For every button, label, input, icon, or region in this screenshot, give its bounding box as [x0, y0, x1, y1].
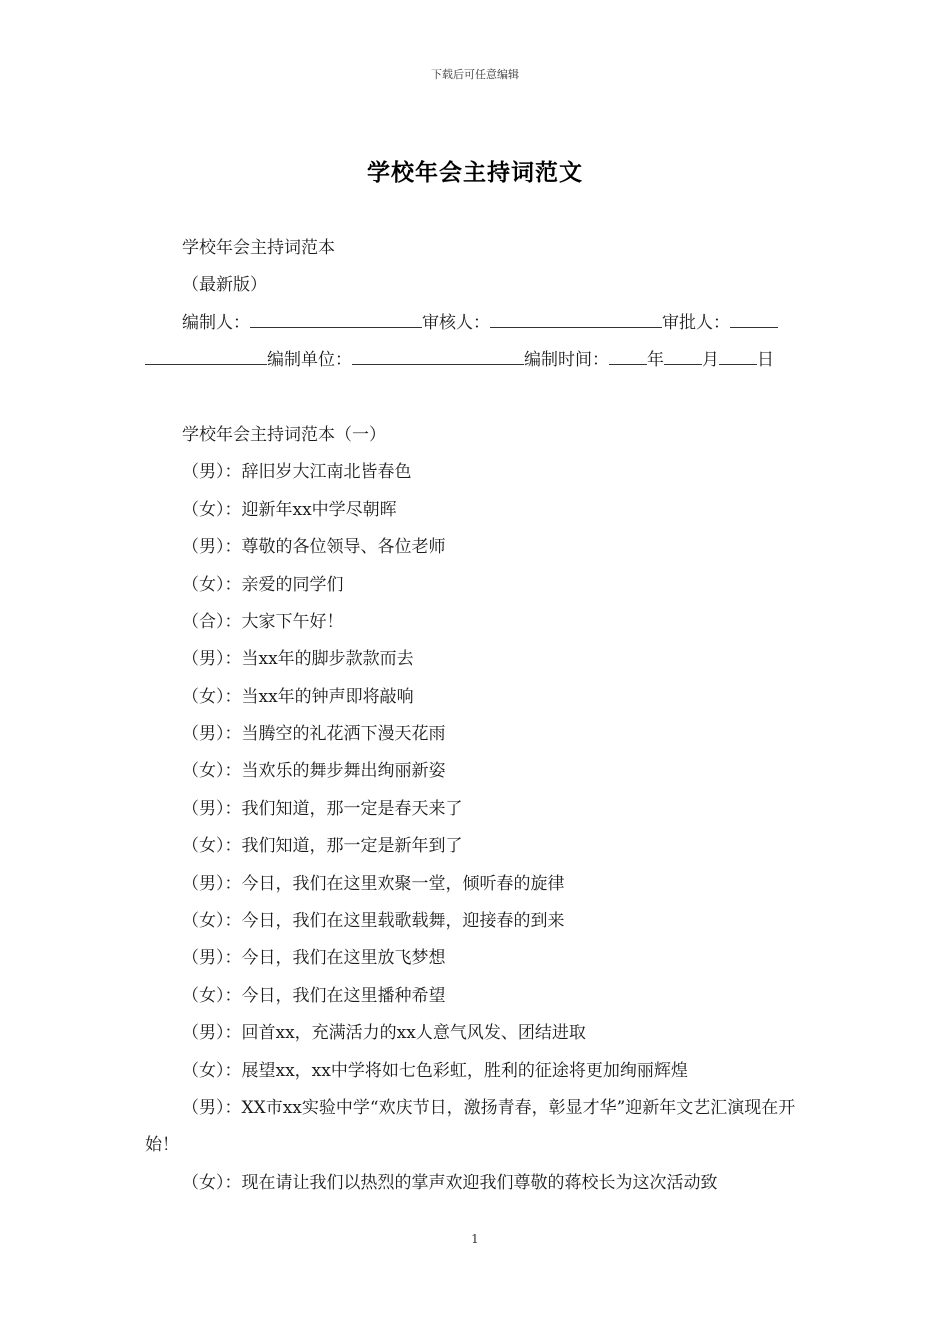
day-label: 日: [757, 350, 774, 371]
section-title: 学校年会主持词范本（一）: [182, 424, 386, 445]
dialogue-line: （男）：今日，我们在这里欢聚一堂，倾听春的旋律: [182, 873, 565, 894]
dialogue-line: （女）：迎新年xx中学尽朝晖: [182, 499, 397, 520]
dialogue-line: （男）：今日，我们在这里放飞梦想: [182, 948, 446, 969]
unit-blank: [352, 348, 524, 365]
dialogue-line: （女）：今日，我们在这里载歌载舞，迎接春的到来: [182, 911, 565, 932]
dialogue-line: （女）：今日，我们在这里播种希望: [182, 985, 446, 1006]
day-blank: [719, 348, 757, 365]
compiler-label: 编制人：: [182, 312, 250, 333]
paragraph-invite: （女）：现在请让我们以热烈的掌声欢迎我们尊敬的蒋校长为这次活动致: [182, 1172, 718, 1193]
month-blank: [664, 348, 702, 365]
paragraph-opening: （男）：XX市xx实验中学“欢庆节日，激扬青春，彰显才华”迎新年文艺汇演现在开始！: [145, 1097, 796, 1156]
approver-blank: [730, 311, 778, 328]
dialogue-line: （女）：我们知道，那一定是新年到了: [182, 836, 463, 857]
month-label: 月: [702, 350, 719, 371]
signature-line-1: [145, 305, 810, 342]
doc-version: （最新版）: [182, 275, 267, 296]
year-blank: [609, 348, 647, 365]
dialogue-line: （男）：尊敬的各位领导、各位老师: [182, 537, 446, 558]
signature-line-2: [145, 342, 810, 379]
dialogue-line: （女）：展望xx，xx中学将如七色彩虹，胜利的征途将更加绚丽辉煌: [182, 1060, 688, 1081]
dialogue-line: （女）：亲爱的同学们: [182, 574, 344, 595]
compiler-blank: [250, 311, 422, 328]
dialogue-line: （女）：当欢乐的舞步舞出绚丽新姿: [182, 761, 446, 782]
dialogue-line: （男）：当腾空的礼花洒下漫天花雨: [182, 724, 446, 745]
blank-line: [145, 380, 810, 417]
year-label: 年: [647, 350, 664, 371]
approver-blank-cont: [145, 348, 267, 365]
page-header: 下载后可任意编辑: [431, 68, 519, 81]
reviewer-blank: [490, 311, 662, 328]
document-body: [145, 230, 810, 1202]
dialogue-line: （男）：回首xx，充满活力的xx人意气风发、团结进取: [182, 1023, 586, 1044]
dialogue-line: （女）：当xx年的钟声即将敲响: [182, 686, 414, 707]
unit-label: 编制单位：: [267, 350, 352, 371]
approver-label: 审批人：: [662, 312, 730, 333]
time-label: 编制时间：: [524, 350, 609, 371]
doc-subtitle: 学校年会主持词范本: [182, 238, 335, 258]
reviewer-label: 审核人：: [422, 312, 490, 333]
page-number: 1: [471, 1232, 479, 1246]
dialogue-line: （男）：我们知道，那一定是春天来了: [182, 798, 463, 819]
dialogue-line: （合）：大家下午好！: [182, 611, 344, 632]
dialogue-line: （男）：当xx年的脚步款款而去: [182, 649, 414, 670]
dialogue-line: （男）：辞旧岁大江南北皆春色: [182, 462, 412, 483]
document-title: 学校年会主持词范文: [367, 159, 583, 186]
